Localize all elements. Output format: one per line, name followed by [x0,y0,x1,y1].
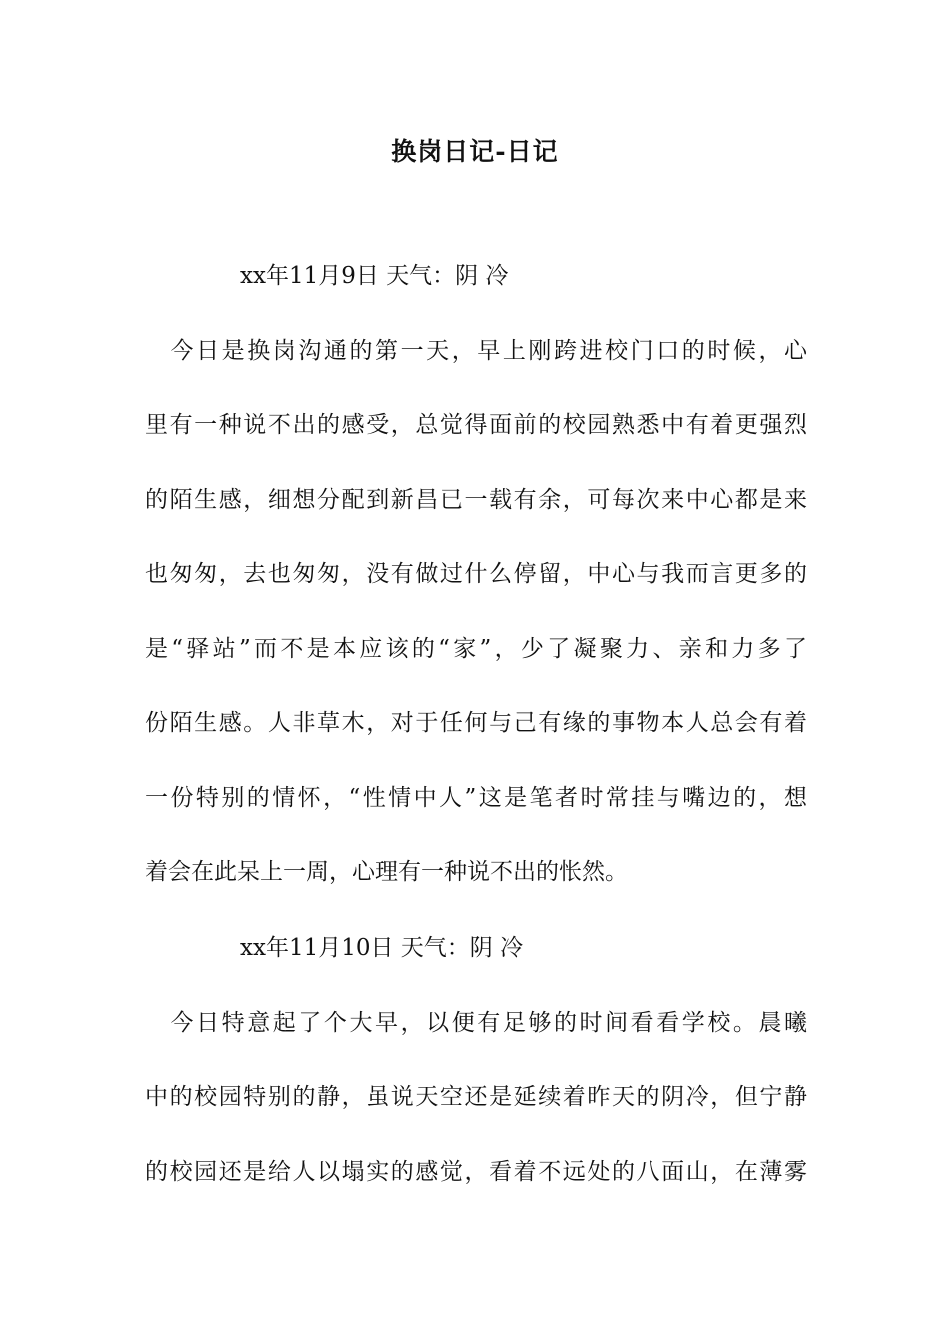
paragraph-line: 份陌生感。人非草木，对于任何与己有缘的事物本人总会有着 [145,710,807,736]
paragraph-line: 中的校园特别的静，虽说天空还是延续着昨天的阴冷，但宁静 [145,1084,807,1110]
paragraph-line: 今日特意起了个大早，以便有足够的时间看看学校。晨曦 [145,1010,807,1036]
paragraph-line: 也匆匆，去也匆匆，没有做过什么停留，中心与我而言更多的 [145,561,807,587]
document-title: 换岗日记-日记 [391,137,559,166]
paragraph-line: 今日是换岗沟通的第一天，早上刚跨进校门口的时候，心 [145,338,807,364]
paragraph-line: 里有一种说不出的感受，总觉得面前的校园熟悉中有着更强烈 [145,412,807,438]
paragraph-line: 一份特别的情怀，“性情中人”这是笔者时常挂与嘴边的，想 [145,785,807,811]
entry-date: xx年11月9日 天气：阴 冷 [240,263,509,289]
entry-date: xx年11月10日 天气：阴 冷 [240,935,524,961]
paragraph-line: 是“驿站”而不是本应该的“家”，少了凝聚力、亲和力多了 [145,636,807,662]
paragraph-line: 的校园还是给人以塌实的感觉，看着不远处的八面山，在薄雾 [145,1159,807,1185]
paragraph-line: 着会在此呆上一周，心理有一种说不出的怅然。 [145,859,628,885]
paragraph-line: 的陌生感，细想分配到新昌已一载有余，可每次来中心都是来 [145,487,807,513]
